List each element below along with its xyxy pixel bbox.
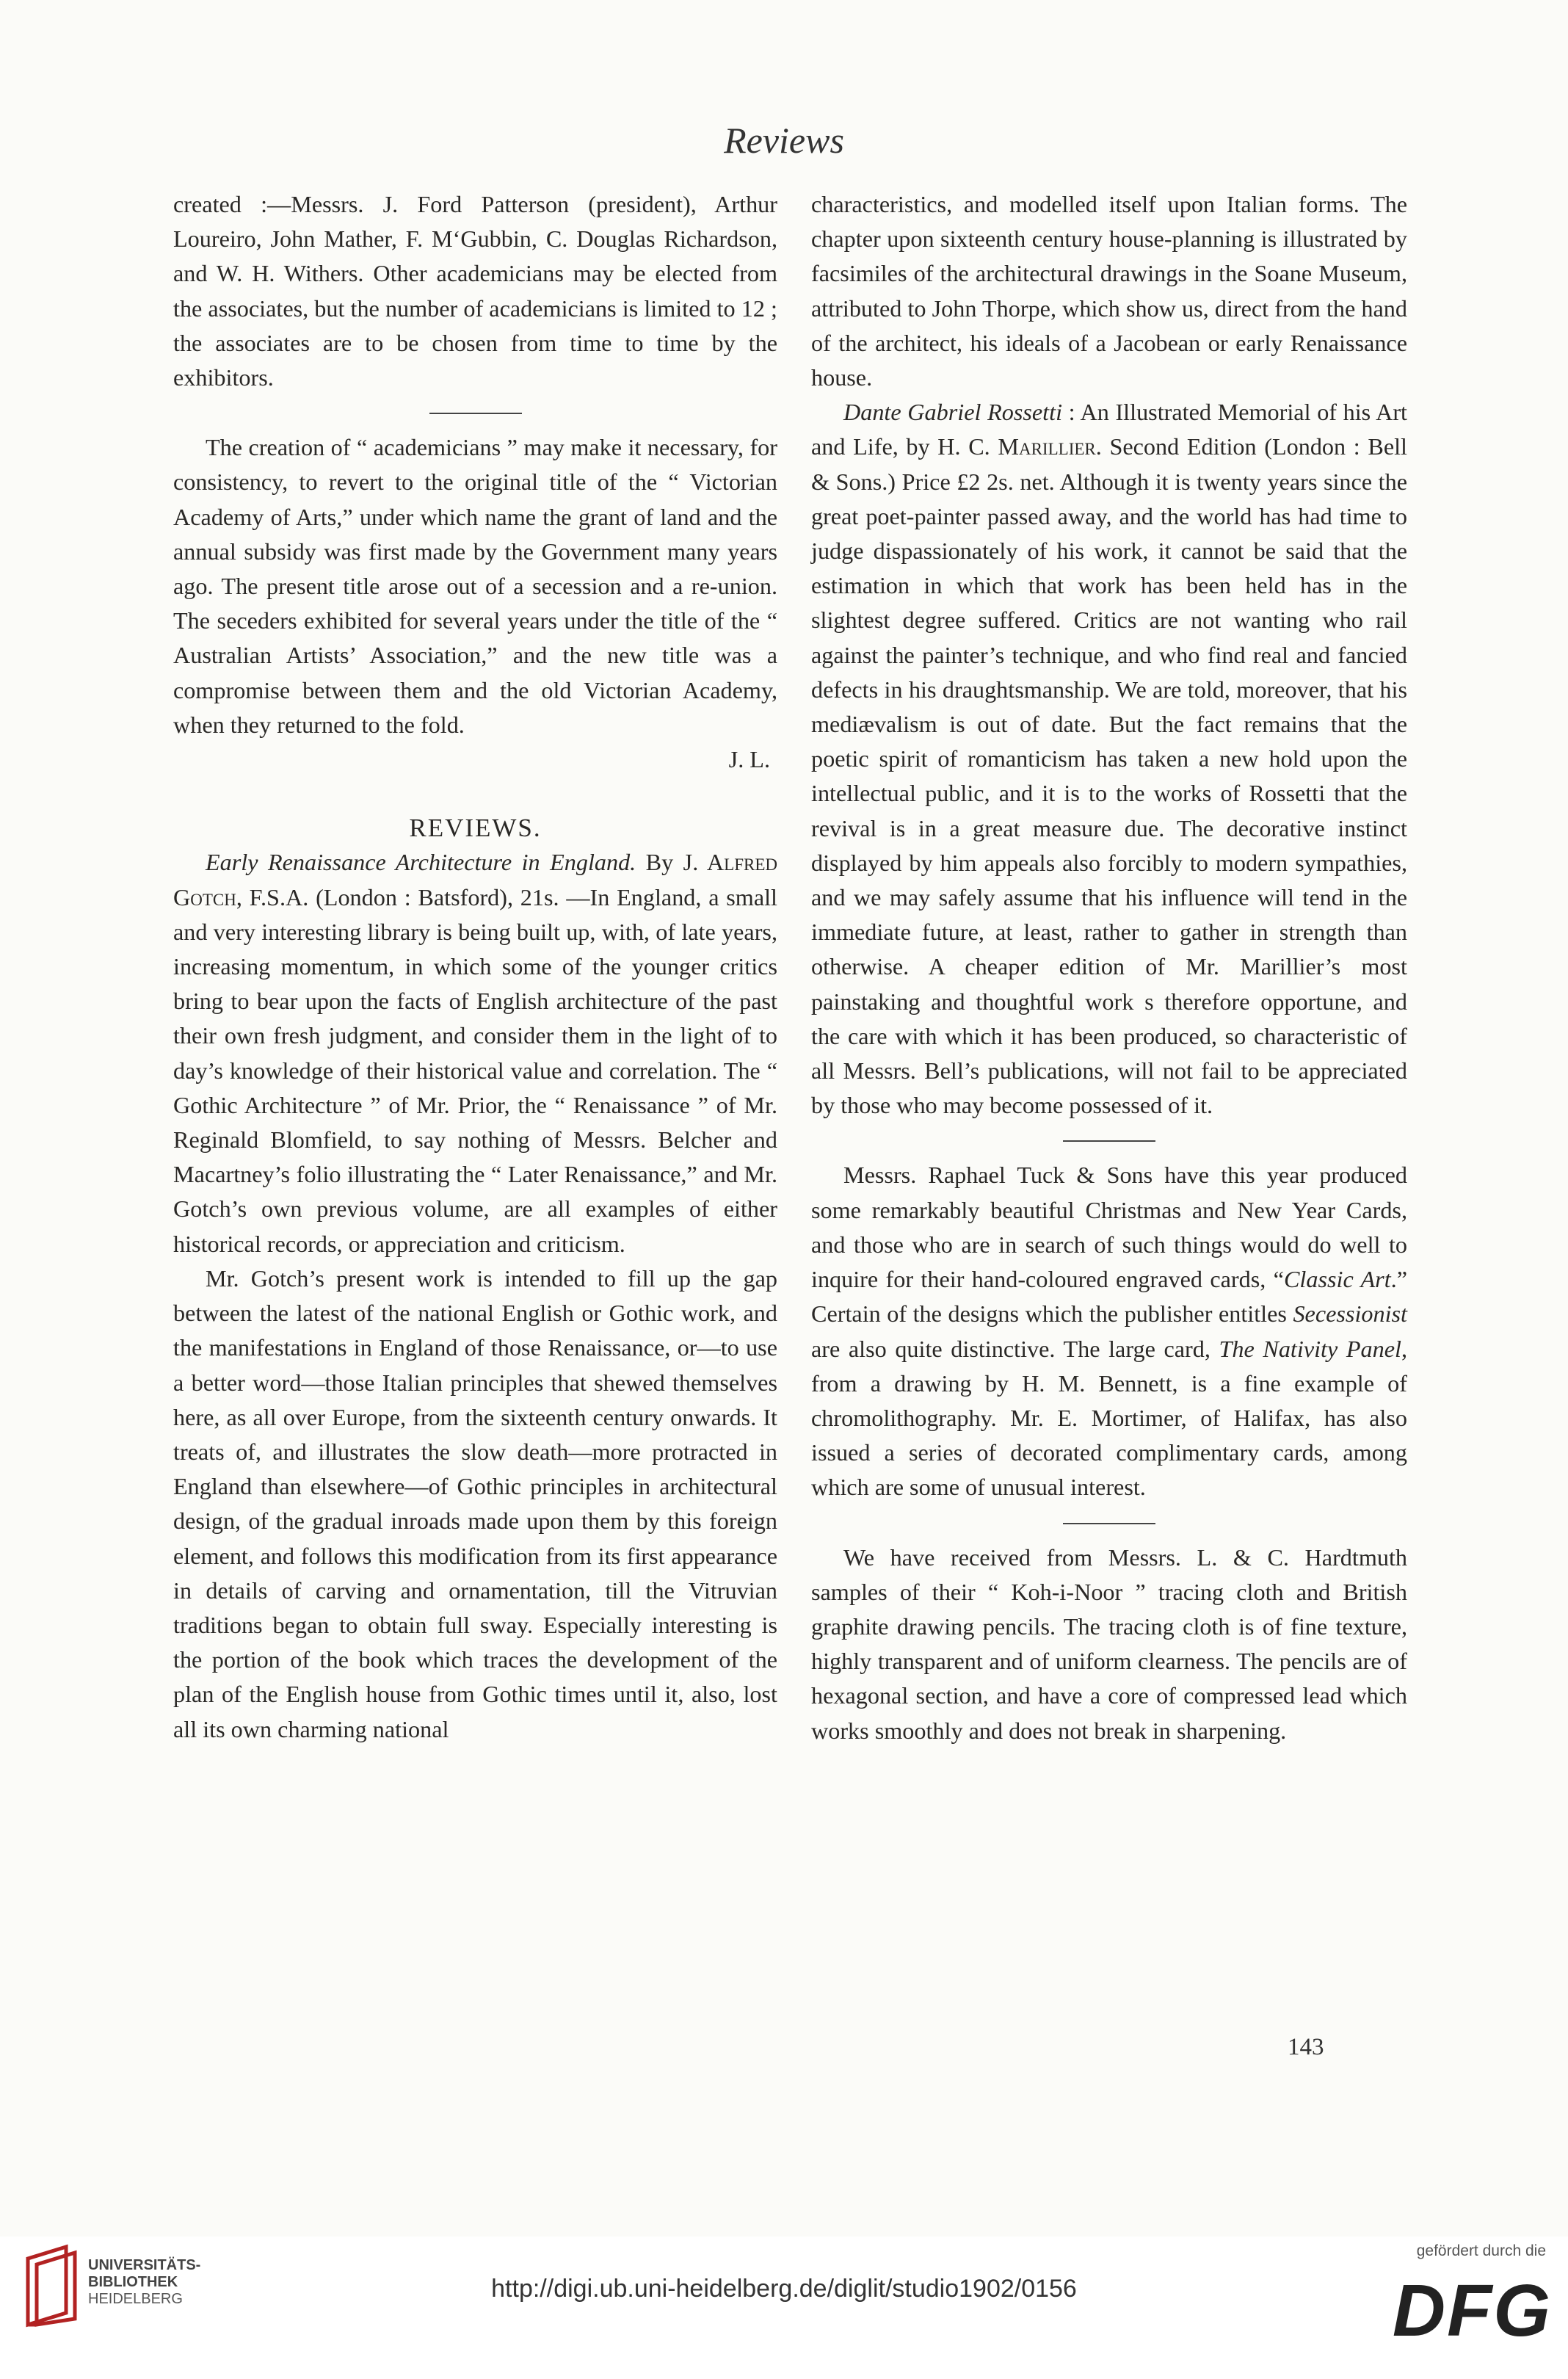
left-column — [173, 187, 777, 1747]
tuck-text-a: Messrs. Raphael Tuck & Sons have this year produced some remarkably beautiful Christmas and New Year Cards, and those who are in search of such things would do well to inquire for their hand-coloured engraved cards, “ — [811, 1162, 1407, 1293]
library-line-1: UNIVERSITÄTS- — [88, 2257, 201, 2273]
review-rossetti-lead: : An Illustrated Memorial of his Art and Life, by H. C. — [811, 399, 1407, 460]
review-rossetti — [811, 395, 1407, 1123]
hardtmuth-paragraph: We have received from Messrs. L. & C. Hardtmuth samples of their “ Koh-i-Noor ” tracing cloth and British graphite drawing pencils. The tracing cloth is of fine texture, highly transparent and of uniform clearness. The pencils are of hexagonal section, and have a core of compressed lead which works smoothly and does not break in sharpening. — [811, 1543, 1407, 1744]
dfg-logo: DFG — [1392, 2270, 1552, 2352]
right-paragraph-1: characteristics, and modelled itself upon Italian forms. The chapter upon sixteenth century house-planning is illustrated by facsimiles of the architectural drawings in the Soane Museum, attributed to John Thorpe, which show us, direct from the hand of the architect, his ideals of a Jacobean or early Renaissance house. — [811, 191, 1407, 391]
source-url-link[interactable]: http://digi.ub.uni-heidelberg.de/diglit/studio1902/0156 — [491, 2275, 1077, 2303]
review-gotch-title: Early Renaissance Architecture in England. — [206, 849, 636, 876]
section-divider — [1063, 1523, 1155, 1524]
left-paragraph-2: The creation of “ academicians ” may make it necessary, for consistency, to revert to the original title of the “ Victorian Academy of Arts,” under which name the grant of land and the annual subsidy was first made by the Government many years ago. The present title arose out of a secession and a re-union. The seceders exhibited for several years under the title of the “ Australian Artists’ Association,” and the new title was a compromise between them and the old Victorian Academy, when they returned to the fold. — [173, 434, 777, 738]
library-line-3: HEIDELBERG — [88, 2291, 183, 2307]
tuck-text-b: .” Certain of the designs which the publisher entitles — [811, 1266, 1407, 1328]
classic-art-title: Classic Art — [1283, 1266, 1391, 1293]
signature: J. L. — [728, 746, 770, 773]
tuck-text-d: , from a drawing by H. M. Bennett, is a fine example of chromolithography. Mr. E. Mortimer, of Halifax, has also issued a series of decorated complimentary cards, among which are some of unusual interest. — [811, 1335, 1407, 1501]
reviews-heading: REVIEWS. — [409, 814, 542, 843]
review-gotch-by: By — [636, 849, 683, 876]
secessionist-title: Secessionist — [1293, 1300, 1407, 1328]
running-head: Reviews — [724, 120, 844, 161]
left-paragraph-1: created :—Messrs. J. Ford Patterson (president), Arthur Loureiro, John Mather, F. M‘Gubbin, C. Douglas Richardson, and W. H. Withers. Other academicians may be elected from the associates, but the number of academicians is limited to 12 ; the associates are to be chosen from time to time by the exhibitors. — [173, 191, 777, 391]
funding-caption: gefördert durch die — [1416, 2242, 1546, 2259]
review-gotch — [173, 845, 777, 1261]
tuck-cards-paragraph — [811, 1158, 1407, 1504]
nativity-panel-title: The Nativity Panel — [1219, 1335, 1401, 1362]
left-paragraph-4: Mr. Gotch’s present work is intended to fill up the gap between the latest of the national English or Gothic work, and the manifestations in England of those Renaissance, or—to use a better word—those Italian principles that shewed themselves here, as all over Europe, from the sixteenth century onwards. It treats of, and illustrates the slow death—more protracted in England than elsewhere—of Gothic principles in architectural design, of the gradual inroads made upon them by this foreign element, and follows this modification from its first appearance in details of carving and ornamentation, till the Vitruvian traditions began to obtain full sway. Especially interesting is the portion of the book which traces the development of the plan of the English house from Gothic times until it, also, lost all its own charming national — [173, 1264, 777, 1742]
review-rossetti-title: Dante Gabriel Rossetti — [843, 399, 1063, 426]
section-divider — [429, 413, 522, 414]
review-rossetti-body: . Second Edition (London : Bell & Sons.) Price £2 2s. net. Although it is twenty years since the great poet-painter passed away, and the world has had time to judge dispassionately of his work, it cannot be said that the estimation in which that work has been held has in the slightest degree suffered. Critics are not wanting who rail against the painter’s technique, and who find real and fancied defects in his draughtsmanship. We are told, moreover, that his mediævalism is out of date. But the fact remains that the poetic spirit of romanticism has taken a new hold upon the intellectual public, and it is to the works of Rossetti that the revival is in a great measure due. The decorative instinct displayed by him appeals also forcibly to modern sympathies, and we may safely assume that his influence will tend in the immediate future, at least, rather to gather in strength than otherwise. A cheaper edition of Mr. Marillier’s most painstaking and thoughtful work s therefore opportune, and the care with which it has been produced, so characteristic of all Messrs. Bell’s publications, will not fail to be appreciated by those who may become possessed of it. — [811, 433, 1407, 1119]
review-gotch-author: J. Alfred Gotch — [173, 849, 777, 910]
library-line-2: BIBLIOTHEK — [88, 2274, 178, 2290]
tuck-text-c: are also quite distinctive. The large card, — [811, 1335, 1219, 1362]
page-number: 143 — [1288, 2034, 1324, 2060]
section-divider — [1063, 1140, 1155, 1142]
review-gotch-body: , F.S.A. (London : Batsford), 21s. —In England, a small and very interesting library is being built up, with, of late years, increasing momentum, in which some of the younger critics bring to bear upon the facts of English architecture of the past their own fresh judgment, and consider them in the light of to day’s knowledge of their historical value and correlation. The “ Gothic Architecture ” of Mr. Prior, the “ Renaissance ” of Mr. Reginald Blomfield, to say nothing of Messrs. Belcher and Macartney’s folio illustrating the “ Later Renaissance,” and Mr. Gotch’s own previous volume, are all examples of either historical records, or appreciation and criticism. — [173, 883, 777, 1257]
review-rossetti-author: Marillier — [998, 433, 1096, 460]
right-column — [811, 187, 1407, 1748]
digitization-footer — [0, 2237, 1568, 2379]
